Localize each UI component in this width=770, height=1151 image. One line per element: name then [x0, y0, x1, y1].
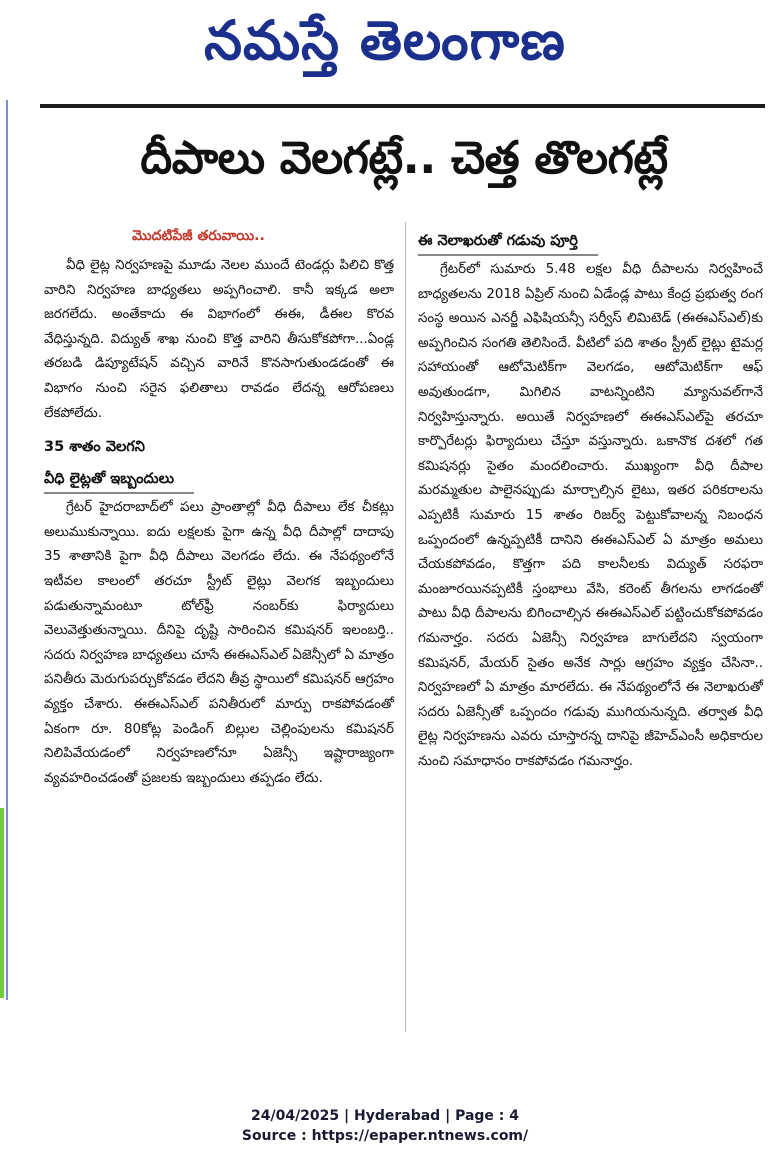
- column-divider: [405, 222, 406, 1032]
- left-margin-rule: [6, 100, 8, 1000]
- article-column-right: [418, 222, 763, 774]
- footer-source-line: Source : https://epaper.ntnews.com/: [241, 1128, 529, 1144]
- headline-top-rule: [40, 104, 765, 108]
- paragraph: వీధి లైట్ల నిర్వహణపై మూడు నెలల ముందే టెండర్లు పిలిచి కొత్త వారిని నిర్వహణ బాధ్యతలు అప్పగించాలి. కానీ ఇక్కడ అలా జరగలేదు. అంతేకాదు ఈ విభాగంలో ఈఈ, డీఈల కొరవ వేధిస్తున్నది. విద్యుత్ శాఖ నుంచి కొత్త వారిని తీసుకోకపోగా...ఏండ్ల తరబడి డిప్యూటేషన్ వచ్చిన వారినే కొనసాగుతుండడంతో ఈ విభాగం నుంచి సరైన ఫలితాలు రావడం లేదన్న ఆరోపణలు లేకపోలేదు.: [44, 258, 394, 421]
- subheading: 35 శాతం వెలగని: [44, 439, 145, 456]
- masthead: [0, 0, 770, 86]
- subheading: ఈ నెలాఖరుతో గడువు పూర్తి: [418, 228, 598, 256]
- footer-date-line: 24/04/2025 | Hyderabad | Page : 4: [250, 1108, 520, 1124]
- continued-label: మొదటిపేజీ తరువాయి..: [132, 228, 265, 244]
- paragraph: గ్రేటర్‌లో సుమారు 5.48 లక్షల వీధి దీపాలను నిర్వహించే బాధ్యతలను 2018 ఏప్రిల్ నుంచి ఏడేండ్ల పాటు కేంద్ర ప్రభుత్వ రంగ సంస్థ అయిన ఎనర్జీ ఎఫిషియన్సీ సర్వీస్ లిమిటెడ్ (ఈఈఎస్ఎల్)కు అప్పగించిన సంగతి తెలిసిందే. వీటిలో పది శాతం స్ట్రీట్ లైట్లు టైమర్ల సహాయంతో ఆటోమెటిక్‌గా వెలగడం, ఆటోమెటిక్‌గా ఆఫ్ అవుతుండగా, మిగిలిన వాటన్నింటిని మ్యానువల్‌గానే నిర్వహిస్తున్నారు. అయితే నిర్వహణలో ఈఈఎస్ఎల్‌పై తరచూ కార్పొరేటర్లు ఫిర్యాదులు చేస్తూ వస్తున్నారు. ఒకానొక దశలో గత కమిషనర్లు సైతం మందలించారు. ముఖ్యంగా వీధి దీపాల మరమ్మతుల పాలైనప్పుడు మార్చాల్సిన లైటు, ఇతర పరికరాలను ఎప్పటికీ సుమారు 15 శాతం రిజర్వ్ పెట్టుకోవాలన్న నిబంధన ఒప్పందంలో ఉన్నప్పటికీ దానిని ఈఈఎస్ఎల్ ఏ మాత్రం అమలు చేయకపోవడం, కొత్తగా పది కాలనీలకు విద్యుత్ సరఫరా మంజూరయినప్పటికీ స్తంభాలు వేసి, కరెంట్ తీగలను లాగడంతో పాటు వీధి దీపాలను బిగించాల్సిన ఈఈఎస్ఎల్ పట్టించుకోకపోవడం గమనార్హం. సదరు ఏజెన్సీ నిర్వహణ బాగులేదని స్వయంగా కమిషనర్, మేయర్ సైతం అనేక సార్లు ఆగ్రహం వ్యక్తం చేసినా.. నిర్వహణలో ఏ మాత్రం మారలేదు. ఈ నేపథ్యంలోనే ఈ నెలాఖరుతో సదరు ఏజెన్సీతో ఒప్పందం గడువు ముగియనున్నది. తర్వాత వీధి లైట్ల నిర్వహణను ఎవరు చూస్తారన్న దానిపై జీహెచ్ఎంసీ అధికారుల నుంచి సమాధానం రాకపోవడం గమనార్హం.: [418, 262, 763, 769]
- article-column-left: [44, 222, 394, 791]
- newspaper-title: నమస్తే తెలంగాణ: [204, 9, 566, 72]
- paragraph: గ్రేటర్ హైదరాబాద్‌లో పలు ప్రాంతాల్లో వీధి దీపాలు లేక చీకట్లు అలుముకున్నాయి. ఐదు లక్షలకు పైగా ఉన్న వీధి దీపాల్లో దాదాపు 35 శాతానికి పైగా వీధి దీపాలు వెలగడం లేదు. ఈ నేపథ్యంలోనే ఇటీవల కాలంలో తరచూ స్ట్రీట్ లైట్లు వెలగక ఇబ్బందులు పడుతున్నామంటూ టోల్‌ఫ్రీ నంబర్‌కు ఫిర్యాదులు వెలువెత్తుతున్నాయి. దీనిపై దృష్టి సారించిన కమిషనర్ ఇలంబర్తి.. సదరు నిర్వహణ బాధ్యతలు చూసే ఈఈఎస్ఎల్ ఏజెన్సీలో ఏ మాత్రం పనితీరు మెరుగుపర్చుకోవడం లేదని తీవ్ర స్థాయిలో కమిషనర్ ఆగ్రహం వ్యక్తం చేశారు. ఈఈఎస్ఎల్ పనితీరులో మార్పు రాకపోవడంతో ఏకంగా రూ. 80కోట్ల పెండింగ్ బిల్లుల చెల్లింపులను కమిషనర్ నిలిపివేయడంలో నిర్వహణలోనూ ఏజెన్సీ ఇష్టారాజ్యంగా వ్యవహరించడంతో ప్రజలకు ఇబ్బందులు తప్పడం లేదు.: [44, 500, 394, 786]
- article-headline: దీపాలు వెలగట్లే.. చెత్త తొలగట్లే: [140, 131, 668, 184]
- left-margin-accent: [0, 808, 4, 998]
- subheading: వీధి లైట్లతో ఇబ్బందులు: [44, 466, 194, 494]
